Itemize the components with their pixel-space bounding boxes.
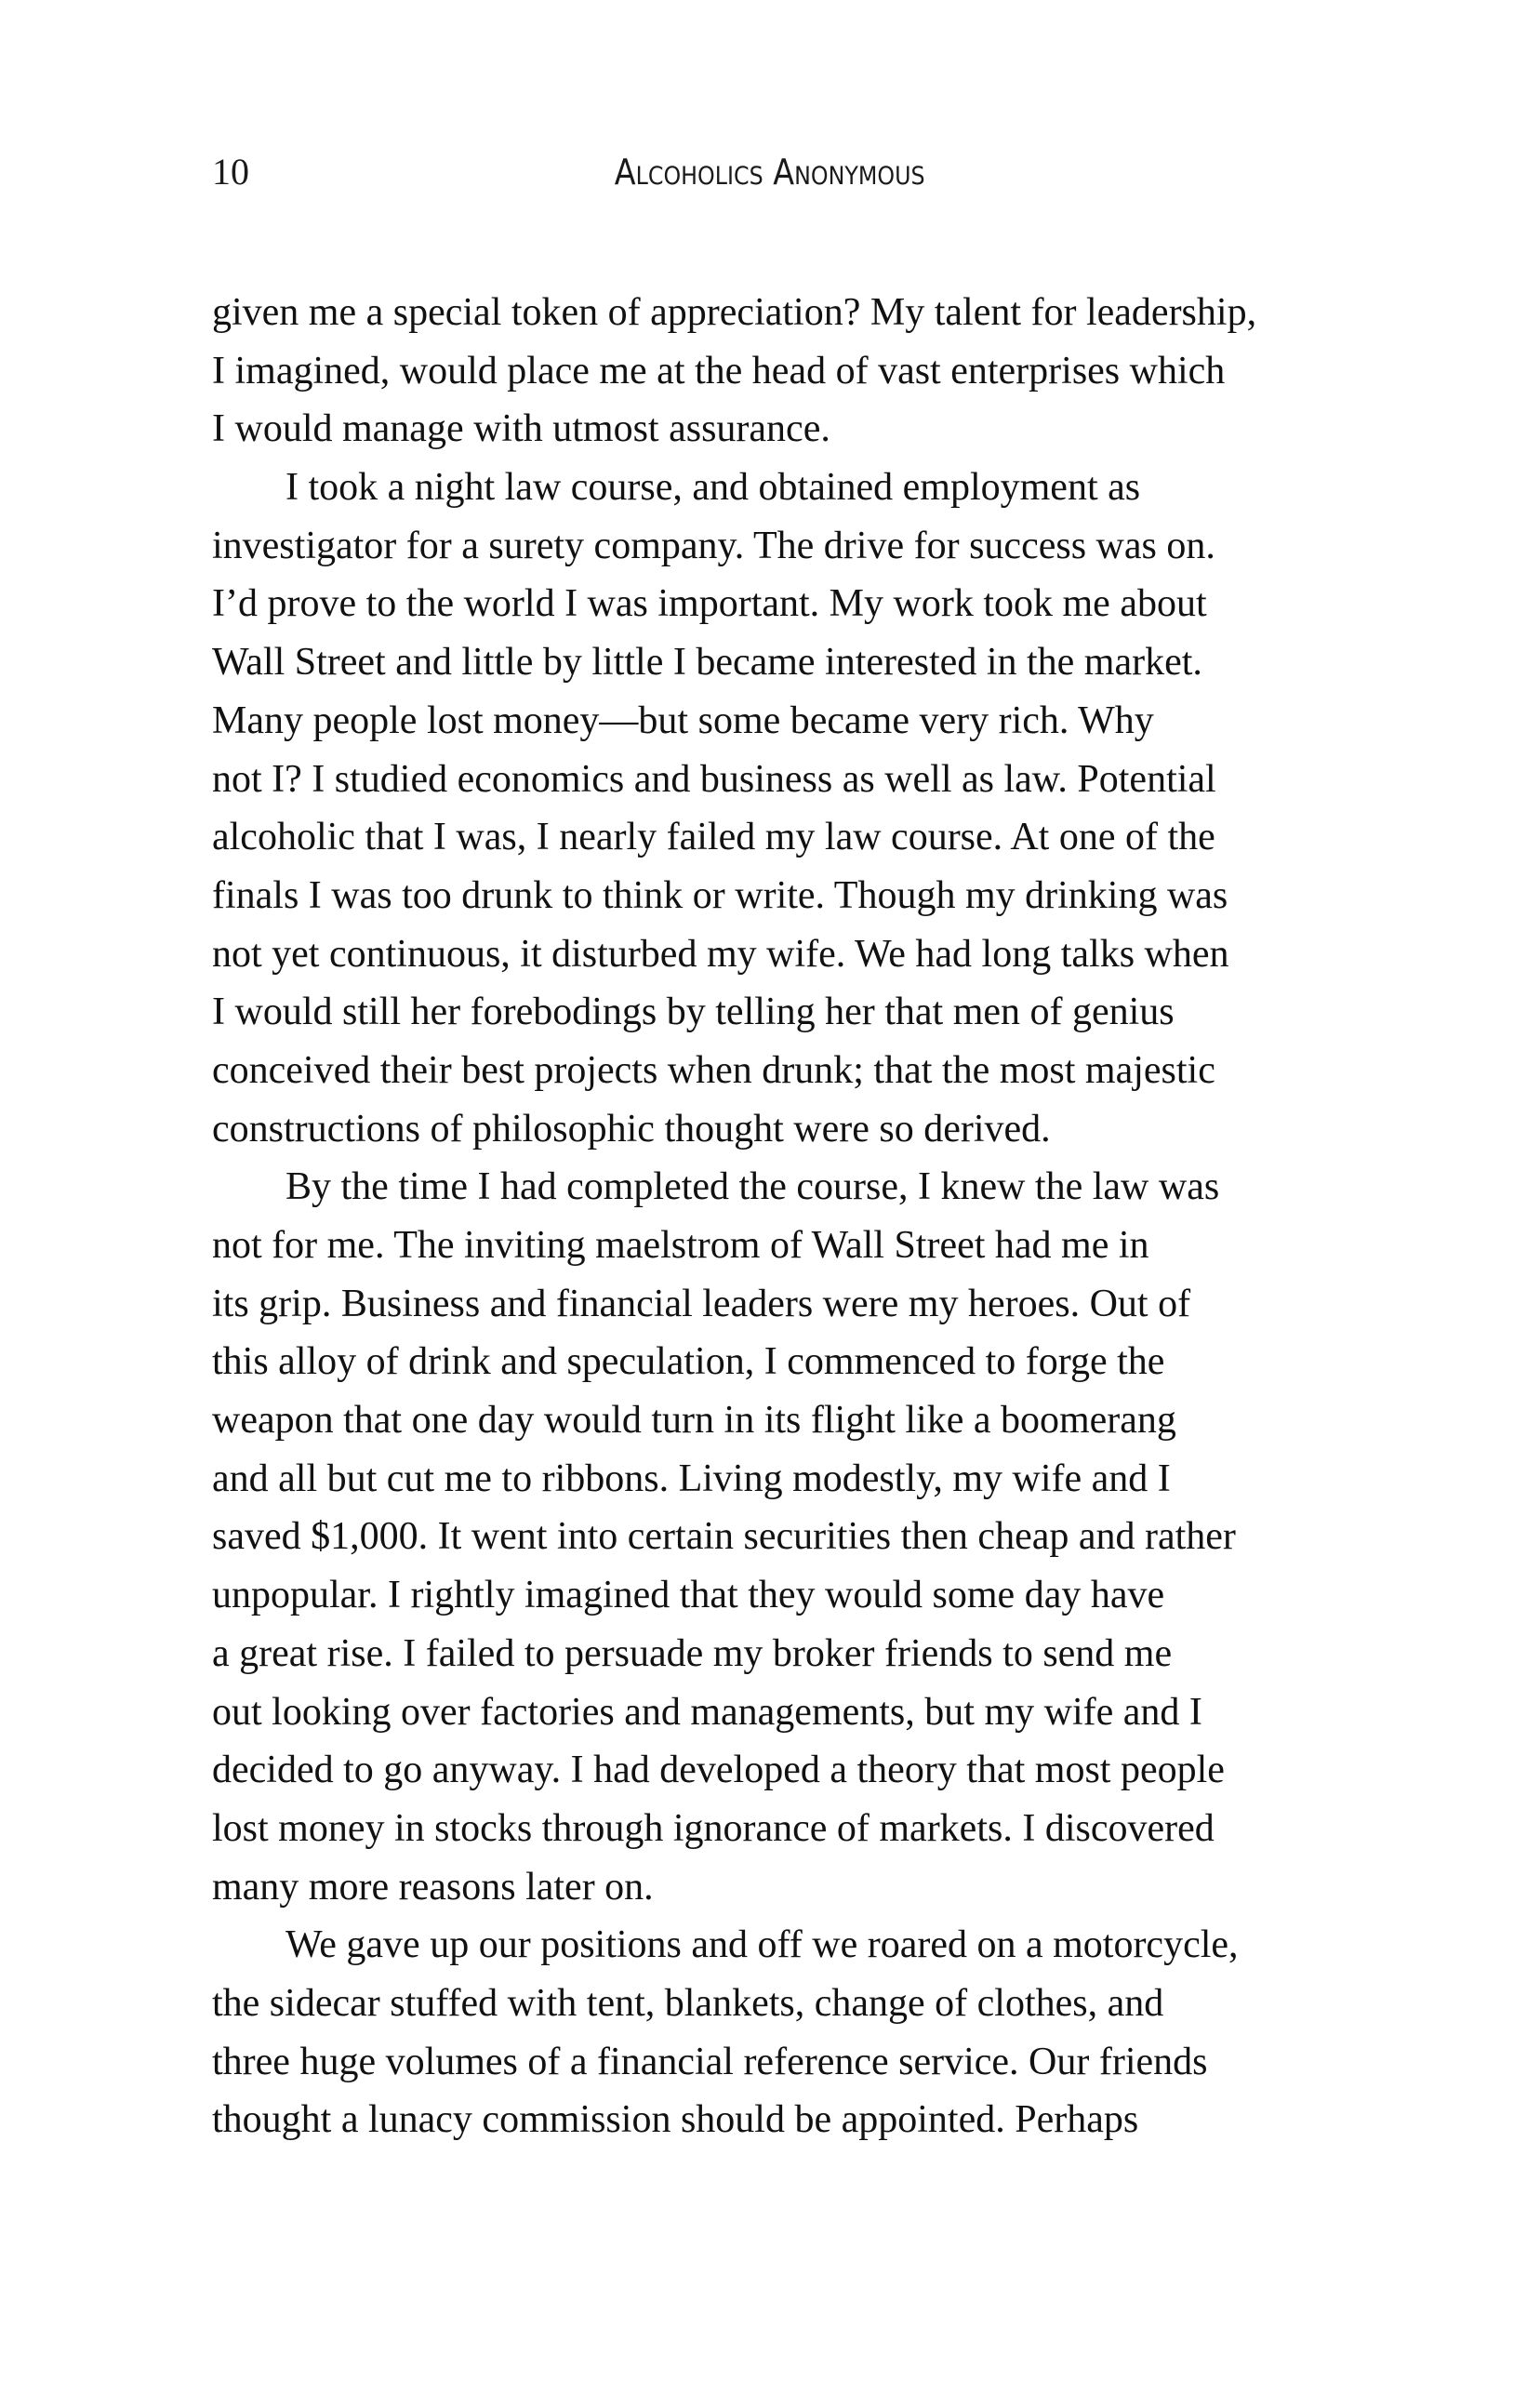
text-line: out looking over factories and managements, but my wife and I [212, 1690, 1202, 1734]
text-line: By the time I had completed the course, I knew the law was [285, 1165, 1220, 1209]
text-line: I would still her forebodings by telling her that men of genius [212, 991, 1175, 1034]
text-line: conceived their best projects when drunk; that the most majestic [212, 1048, 1215, 1092]
page-number: 10 [212, 151, 249, 193]
text-line: lost money in stocks through ignorance of markets. I discovered [212, 1806, 1215, 1850]
text-line: this alloy of drink and speculation, I commenced to forge the [212, 1340, 1165, 1384]
body-text [212, 284, 1330, 2149]
text-line: I imagined, would place me at the head of vast enterprises which [212, 349, 1226, 392]
text-line: Wall Street and little by little I became interested in the market. [212, 641, 1202, 685]
text-line: not I? I studied economics and business as well as law. Potential [212, 757, 1216, 801]
text-line: I would manage with utmost assurance. [212, 407, 830, 451]
text-line: saved $1,000. It went into certain securities then cheap and rather [212, 1515, 1236, 1559]
text-line: I’d prove to the world I was important. My work took me about [212, 582, 1207, 626]
text-line: a great rise. I failed to persuade my broker friends to send me [212, 1631, 1173, 1675]
text-line: alcoholic that I was, I nearly failed my law course. At one of the [212, 816, 1215, 859]
text-line: thought a lunacy commission should be appointed. Perhaps [212, 2098, 1139, 2142]
text-line: its grip. Business and financial leaders were my heroes. Out of [212, 1282, 1191, 1325]
text-line: constructions of philosophic thought were so derived. [212, 1107, 1051, 1151]
text-line: unpopular. I rightly imagined that they would some day have [212, 1574, 1165, 1617]
text-line: the sidecar stuffed with tent, blankets, change of clothes, and [212, 1981, 1164, 2025]
text-line: decided to go anyway. I had developed a theory that most people [212, 1749, 1225, 1792]
text-line: I took a night law course, and obtained employment as [285, 466, 1141, 510]
text-line: finals I was too drunk to think or write. Though my drinking was [212, 873, 1228, 917]
text-line: many more reasons later on. [212, 1865, 654, 1909]
text-line: not yet continuous, it disturbed my wife. We had long talks when [212, 932, 1229, 976]
text-line: weapon that one day would turn in its flight like a boomerang [212, 1399, 1176, 1443]
text-line: investigator for a surety company. The drive for success was on. [212, 524, 1215, 567]
text-line: given me a special token of appreciation? My talent for leadership, [212, 291, 1257, 334]
text-line: Many people lost money—but some became very rich. Why [212, 698, 1154, 742]
running-head-title: Alcoholics Anonymous [615, 152, 925, 193]
text-line: three huge volumes of a financial reference service. Our friends [212, 2040, 1208, 2083]
text-line: not for me. The inviting maelstrom of Wall Street had me in [212, 1224, 1149, 1267]
running-head [0, 149, 1540, 195]
text-line: and all but cut me to ribbons. Living modestly, my wife and I [212, 1457, 1171, 1500]
text-line: We gave up our positions and off we roared on a motorcycle, [285, 1923, 1239, 1967]
